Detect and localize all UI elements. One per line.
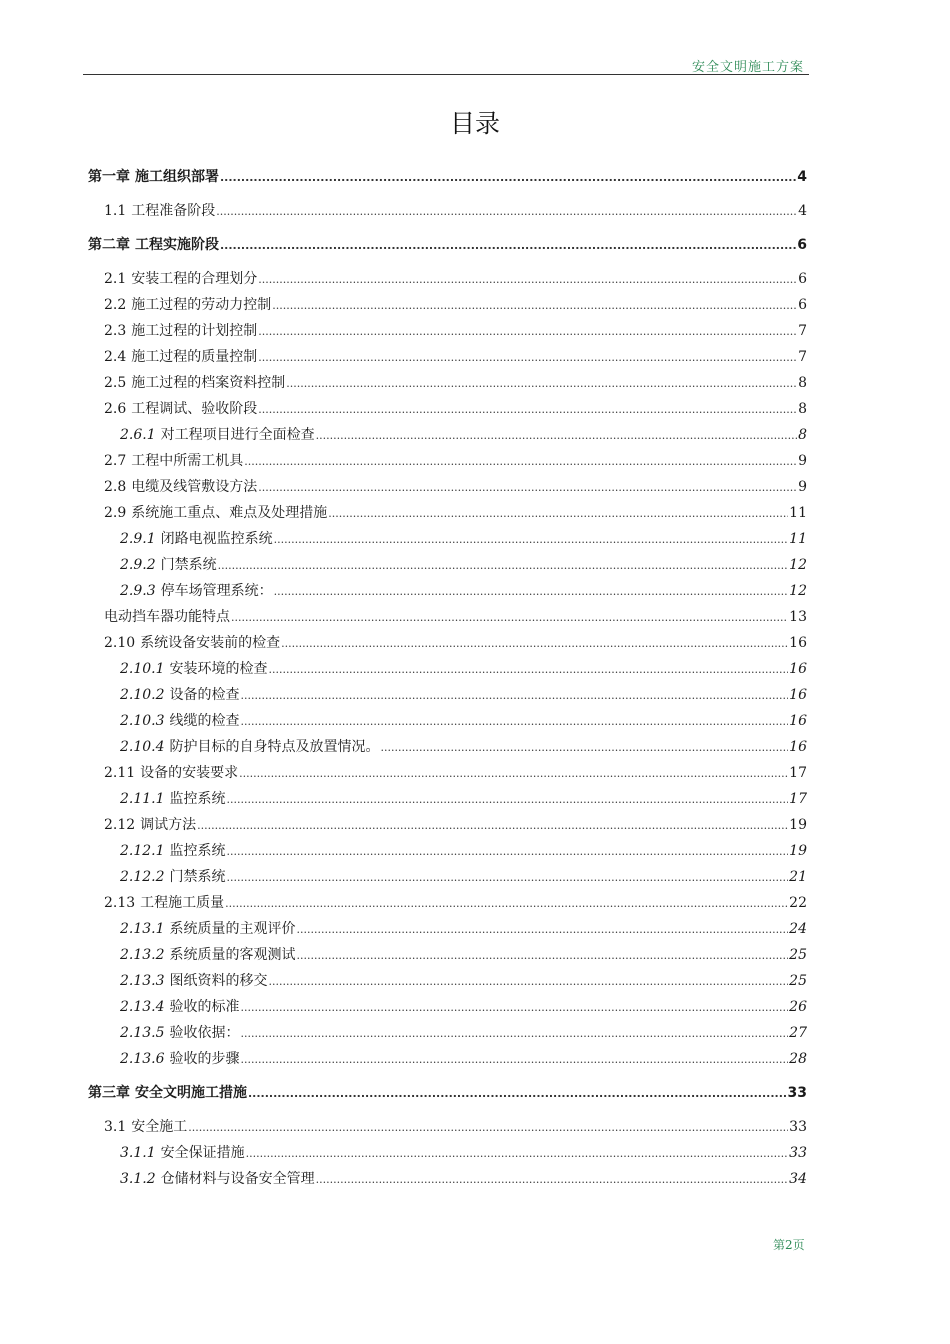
toc-entry-label (120, 998, 240, 1016)
page-number: 第2页 (773, 1238, 805, 1252)
toc-entry-label (104, 322, 257, 340)
toc-entry-text: 线缆的检查 (169, 713, 240, 729)
toc-entry-text: 系统质量的客观测试 (169, 947, 296, 963)
toc-leader-dots (227, 791, 789, 809)
toc-entry-label (120, 660, 268, 678)
toc-entry[interactable] (88, 236, 807, 255)
toc-leader-dots (227, 869, 789, 887)
toc-entry[interactable] (88, 168, 807, 187)
toc-entry[interactable] (120, 582, 807, 601)
toc-entry-label (104, 348, 257, 366)
page-title: 目录 (449, 109, 500, 138)
toc-page-number: 22 (789, 895, 807, 911)
toc-entry-number: 2.4 (104, 349, 127, 365)
toc-page-number: 33 (787, 1085, 807, 1101)
toc-entry[interactable] (120, 556, 807, 575)
toc-entry[interactable] (120, 686, 807, 705)
toc-entry-number: 第三章 (88, 1085, 130, 1101)
toc-entry-number: 2.12.2 (120, 869, 165, 885)
toc-entry-label (120, 1170, 315, 1188)
toc-entry-text: 图纸资料的移交 (169, 973, 268, 989)
toc-entry-number: 2.7 (104, 453, 127, 469)
toc-page-number: 8 (798, 401, 807, 417)
toc-entry-text: 门禁系统 (169, 869, 226, 885)
toc-entry-label (88, 168, 219, 186)
toc-page-number: 33 (789, 1119, 807, 1135)
toc-leader-dots (316, 427, 797, 445)
toc-leader-dots (241, 999, 789, 1017)
toc-entry-label (88, 1084, 247, 1102)
toc-leader-dots (269, 661, 789, 679)
toc-leader-dots (225, 895, 788, 913)
toc-entry-number: 2.6 (104, 401, 127, 417)
toc-entry-label (104, 478, 257, 496)
toc-entry-label (120, 920, 296, 938)
toc-entry-number: 2.10.2 (120, 687, 165, 703)
toc-page-number: 25 (789, 973, 807, 989)
toc-page-number: 33 (789, 1145, 807, 1161)
toc-entry-number: 2.2 (104, 297, 127, 313)
toc-entry[interactable] (120, 790, 807, 809)
toc-page-number: 16 (789, 713, 807, 729)
toc-entry-number: 2.13.4 (120, 999, 165, 1015)
toc-entry-number: 2.9 (104, 505, 127, 521)
toc-entry[interactable] (120, 920, 807, 939)
toc-page-number: 25 (789, 947, 807, 963)
toc-page-number: 28 (789, 1051, 807, 1067)
toc-leader-dots (248, 1085, 787, 1103)
toc-entry[interactable] (104, 816, 807, 835)
toc-page-number: 21 (789, 869, 807, 885)
toc-page-number: 12 (789, 583, 807, 599)
toc-entry[interactable] (120, 946, 807, 965)
toc-entry-number: 3.1.1 (120, 1145, 156, 1161)
toc-entry-label (104, 894, 224, 912)
toc-leader-dots (297, 921, 789, 939)
toc-entry-text: 验收依据： (169, 1025, 240, 1041)
toc-entry-text: 电动挡车器功能特点 (104, 609, 230, 625)
toc-entry[interactable] (104, 374, 807, 393)
toc-entry-text: 安全保证措施 (160, 1145, 245, 1161)
toc-entry[interactable] (104, 296, 807, 315)
toc-entry-label (120, 1050, 240, 1068)
toc-entry-text: 监控系统 (169, 843, 226, 859)
toc-leader-dots (286, 375, 797, 393)
toc-entry-number: 2.1 (104, 271, 127, 287)
toc-entry-label (104, 374, 285, 392)
toc-leader-dots (244, 453, 797, 471)
toc-entry-text: 对工程项目进行全面检查 (160, 427, 315, 443)
toc-entry-number: 2.13.5 (120, 1025, 165, 1041)
toc-page-number: 16 (789, 739, 807, 755)
toc-leader-dots (216, 203, 797, 221)
toc-leader-dots (328, 505, 788, 523)
toc-entry-number: 1.1 (104, 203, 127, 219)
toc-page-number: 13 (789, 609, 807, 625)
toc-entry[interactable] (104, 1118, 807, 1137)
toc-leader-dots (227, 843, 789, 861)
toc-leader-dots (258, 401, 797, 419)
toc-entry-number: 2.10.4 (120, 739, 165, 755)
toc-entry[interactable] (104, 452, 807, 471)
toc-entry-number: 2.11 (104, 765, 136, 781)
toc-entry-text: 安装环境的检查 (169, 661, 268, 677)
toc-entry[interactable] (120, 712, 807, 731)
toc-leader-dots (274, 583, 789, 601)
toc-entry-number: 3.1 (104, 1119, 127, 1135)
toc-entry-number: 2.10.3 (120, 713, 165, 729)
toc-entry-text: 系统施工重点、难点及处理措施 (131, 505, 328, 521)
toc-entry-text: 防护目标的自身特点及放置情况。 (169, 739, 380, 755)
toc-entry-text: 施工过程的计划控制 (131, 323, 258, 339)
toc-entry-label (120, 530, 273, 548)
toc-page-number: 26 (789, 999, 807, 1015)
toc-entry-label (120, 868, 226, 886)
toc-leader-dots (258, 349, 797, 367)
toc-entry-number: 第二章 (88, 237, 130, 253)
toc-entry[interactable] (120, 972, 807, 991)
toc-entry-text: 工程调试、验收阶段 (131, 401, 258, 417)
toc-leader-dots (241, 1025, 789, 1043)
toc-leader-dots (246, 1145, 789, 1163)
toc-entry-label (104, 764, 238, 782)
toc-page-number: 8 (798, 427, 807, 443)
toc-entry[interactable] (104, 322, 807, 341)
toc-page-number: 7 (798, 323, 807, 339)
toc-entry-label (120, 972, 268, 990)
toc-entry-label (104, 634, 280, 652)
toc-entry-number: 2.6.1 (120, 427, 156, 443)
toc-entry[interactable] (120, 530, 807, 549)
toc-entry-number: 2.13 (104, 895, 136, 911)
toc-entry-text: 监控系统 (169, 791, 226, 807)
toc-entry-label (104, 296, 271, 314)
toc-entry-number: 2.13.6 (120, 1051, 165, 1067)
toc-entry[interactable] (120, 660, 807, 679)
toc-entry-text: 调试方法 (140, 817, 197, 833)
toc-leader-dots (239, 765, 788, 783)
toc-entry[interactable] (104, 270, 807, 289)
toc-entry-label (120, 686, 240, 704)
toc-entry-number: 2.10 (104, 635, 136, 651)
toc-leader-dots (241, 687, 789, 705)
toc-entry[interactable] (104, 504, 807, 523)
toc-entry-label (120, 1144, 245, 1162)
toc-entry-label (104, 400, 257, 418)
toc-page-number: 24 (789, 921, 807, 937)
toc-entry-number: 2.13.2 (120, 947, 165, 963)
toc-page-number: 34 (789, 1171, 807, 1187)
toc-entry-label (104, 270, 257, 288)
toc-entry-text: 施工过程的劳动力控制 (131, 297, 272, 313)
toc-page-number: 9 (798, 479, 807, 495)
toc-entry-label (120, 712, 240, 730)
toc-entry-number: 2.3 (104, 323, 127, 339)
toc-leader-dots (272, 297, 797, 315)
toc-entry-number: 第一章 (88, 169, 130, 185)
toc-page-number: 17 (789, 765, 807, 781)
toc-page-number: 6 (798, 297, 807, 313)
toc-entry-text: 安全施工 (131, 1119, 188, 1135)
header-rule (83, 74, 809, 75)
toc-leader-dots (220, 237, 796, 255)
toc-leader-dots (258, 271, 797, 289)
toc-page-number: 17 (789, 791, 807, 807)
toc-leader-dots (274, 531, 789, 549)
toc-leader-dots (297, 947, 789, 965)
toc-entry-text: 施工过程的档案资料控制 (131, 375, 286, 391)
toc-entry-text: 停车场管理系统： (160, 583, 273, 599)
toc-entry-label (104, 608, 230, 626)
toc-leader-dots (241, 1051, 789, 1069)
toc-entry-label (120, 738, 380, 756)
toc-entry-label (120, 842, 226, 860)
toc-entry-label (104, 504, 327, 522)
toc-entry-number: 2.10.1 (120, 661, 165, 677)
toc-leader-dots (218, 557, 789, 575)
toc-entry[interactable] (104, 894, 807, 913)
toc-page-number: 7 (798, 349, 807, 365)
toc-entry-text: 安全文明施工措施 (135, 1085, 247, 1101)
toc-entry-label (120, 1024, 240, 1042)
toc-entry-number: 2.11.1 (120, 791, 165, 807)
toc-entry-text: 施工组织部署 (135, 169, 219, 185)
toc-entry[interactable] (120, 1050, 807, 1069)
toc-entry-text: 工程准备阶段 (131, 203, 216, 219)
toc-leader-dots (188, 1119, 788, 1137)
toc-entry-label (104, 452, 243, 470)
toc-entry-text: 设备的安装要求 (140, 765, 239, 781)
toc-leader-dots (220, 169, 796, 187)
toc-entry[interactable] (104, 764, 807, 783)
toc-entry-label (120, 946, 296, 964)
toc-entry-text: 施工过程的质量控制 (131, 349, 258, 365)
toc-page-number: 11 (789, 531, 807, 547)
toc-entry[interactable] (120, 998, 807, 1017)
toc-entry[interactable] (120, 1144, 807, 1163)
toc-entry-number: 2.8 (104, 479, 127, 495)
toc-leader-dots (258, 479, 797, 497)
toc-entry[interactable] (120, 868, 807, 887)
toc-entry-label (120, 426, 315, 444)
toc-page-number: 19 (789, 843, 807, 859)
toc-leader-dots (197, 817, 788, 835)
toc-leader-dots (231, 609, 788, 627)
toc-entry[interactable] (104, 634, 807, 653)
toc-entry-label (88, 236, 219, 254)
toc-entry-text: 工程中所需工机具 (131, 453, 244, 469)
toc-entry-label (104, 816, 196, 834)
toc-entry-label (120, 556, 217, 574)
toc-entry[interactable] (120, 426, 807, 445)
toc-entry-number: 2.5 (104, 375, 127, 391)
toc-entry-label (104, 202, 215, 220)
toc-page-number: 16 (789, 687, 807, 703)
toc-leader-dots (381, 739, 789, 757)
toc-page-number: 4 (798, 203, 807, 219)
toc-entry[interactable] (104, 348, 807, 367)
toc-entry[interactable] (120, 1024, 807, 1043)
toc-entry-label (120, 582, 273, 600)
toc-page-number: 9 (798, 453, 807, 469)
toc-entry[interactable] (104, 478, 807, 497)
toc-entry-label (120, 790, 226, 808)
toc-entry-text: 验收的标准 (169, 999, 240, 1015)
toc-page-number: 12 (789, 557, 807, 573)
toc-entry-text: 电缆及线管敷设方法 (131, 479, 258, 495)
toc-leader-dots (316, 1171, 789, 1189)
toc-leader-dots (269, 973, 789, 991)
toc-entry[interactable] (104, 400, 807, 419)
toc-entry-text: 仓储材料与设备安全管理 (160, 1171, 315, 1187)
toc-page-number: 6 (798, 271, 807, 287)
toc-entry-text: 门禁系统 (160, 557, 217, 573)
toc-entry-text: 工程实施阶段 (135, 237, 219, 253)
toc-entry-number: 2.12 (104, 817, 136, 833)
toc-entry-number: 2.13.1 (120, 921, 165, 937)
running-header: 安全文明施工方案 (691, 60, 804, 75)
toc-entry-text: 系统设备安装前的检查 (140, 635, 281, 651)
toc-entry-text: 闭路电视监控系统 (160, 531, 273, 547)
toc-entry-label (104, 1118, 187, 1136)
toc-entry[interactable] (88, 1084, 807, 1103)
toc-entry[interactable] (104, 202, 807, 221)
toc-entry[interactable] (104, 608, 807, 627)
toc-page-number: 8 (798, 375, 807, 391)
toc-entry[interactable] (120, 1170, 807, 1189)
toc-leader-dots (258, 323, 797, 341)
toc-entry-text: 安装工程的合理划分 (131, 271, 258, 287)
toc-entry-text: 验收的步骤 (169, 1051, 240, 1067)
toc-entry-number: 2.12.1 (120, 843, 165, 859)
toc-page-number: 6 (797, 237, 807, 253)
toc-entry-number: 2.13.3 (120, 973, 165, 989)
toc-leader-dots (241, 713, 789, 731)
toc-entry-number: 2.9.3 (120, 583, 156, 599)
toc-page-number: 19 (789, 817, 807, 833)
toc-page-number: 16 (789, 661, 807, 677)
toc-entry[interactable] (120, 842, 807, 861)
toc-entry-number: 3.1.2 (120, 1171, 156, 1187)
toc-entry-text: 工程施工质量 (140, 895, 225, 911)
toc-page-number: 27 (789, 1025, 807, 1041)
toc-entry-text: 设备的检查 (169, 687, 240, 703)
toc-entry-number: 2.9.1 (120, 531, 156, 547)
toc-page-number: 16 (789, 635, 807, 651)
toc-entry-text: 系统质量的主观评价 (169, 921, 296, 937)
toc-page-number: 11 (789, 505, 807, 521)
toc-entry[interactable] (120, 738, 807, 757)
toc-page-number: 4 (797, 169, 807, 185)
toc-leader-dots (281, 635, 788, 653)
toc-entry-number: 2.9.2 (120, 557, 156, 573)
